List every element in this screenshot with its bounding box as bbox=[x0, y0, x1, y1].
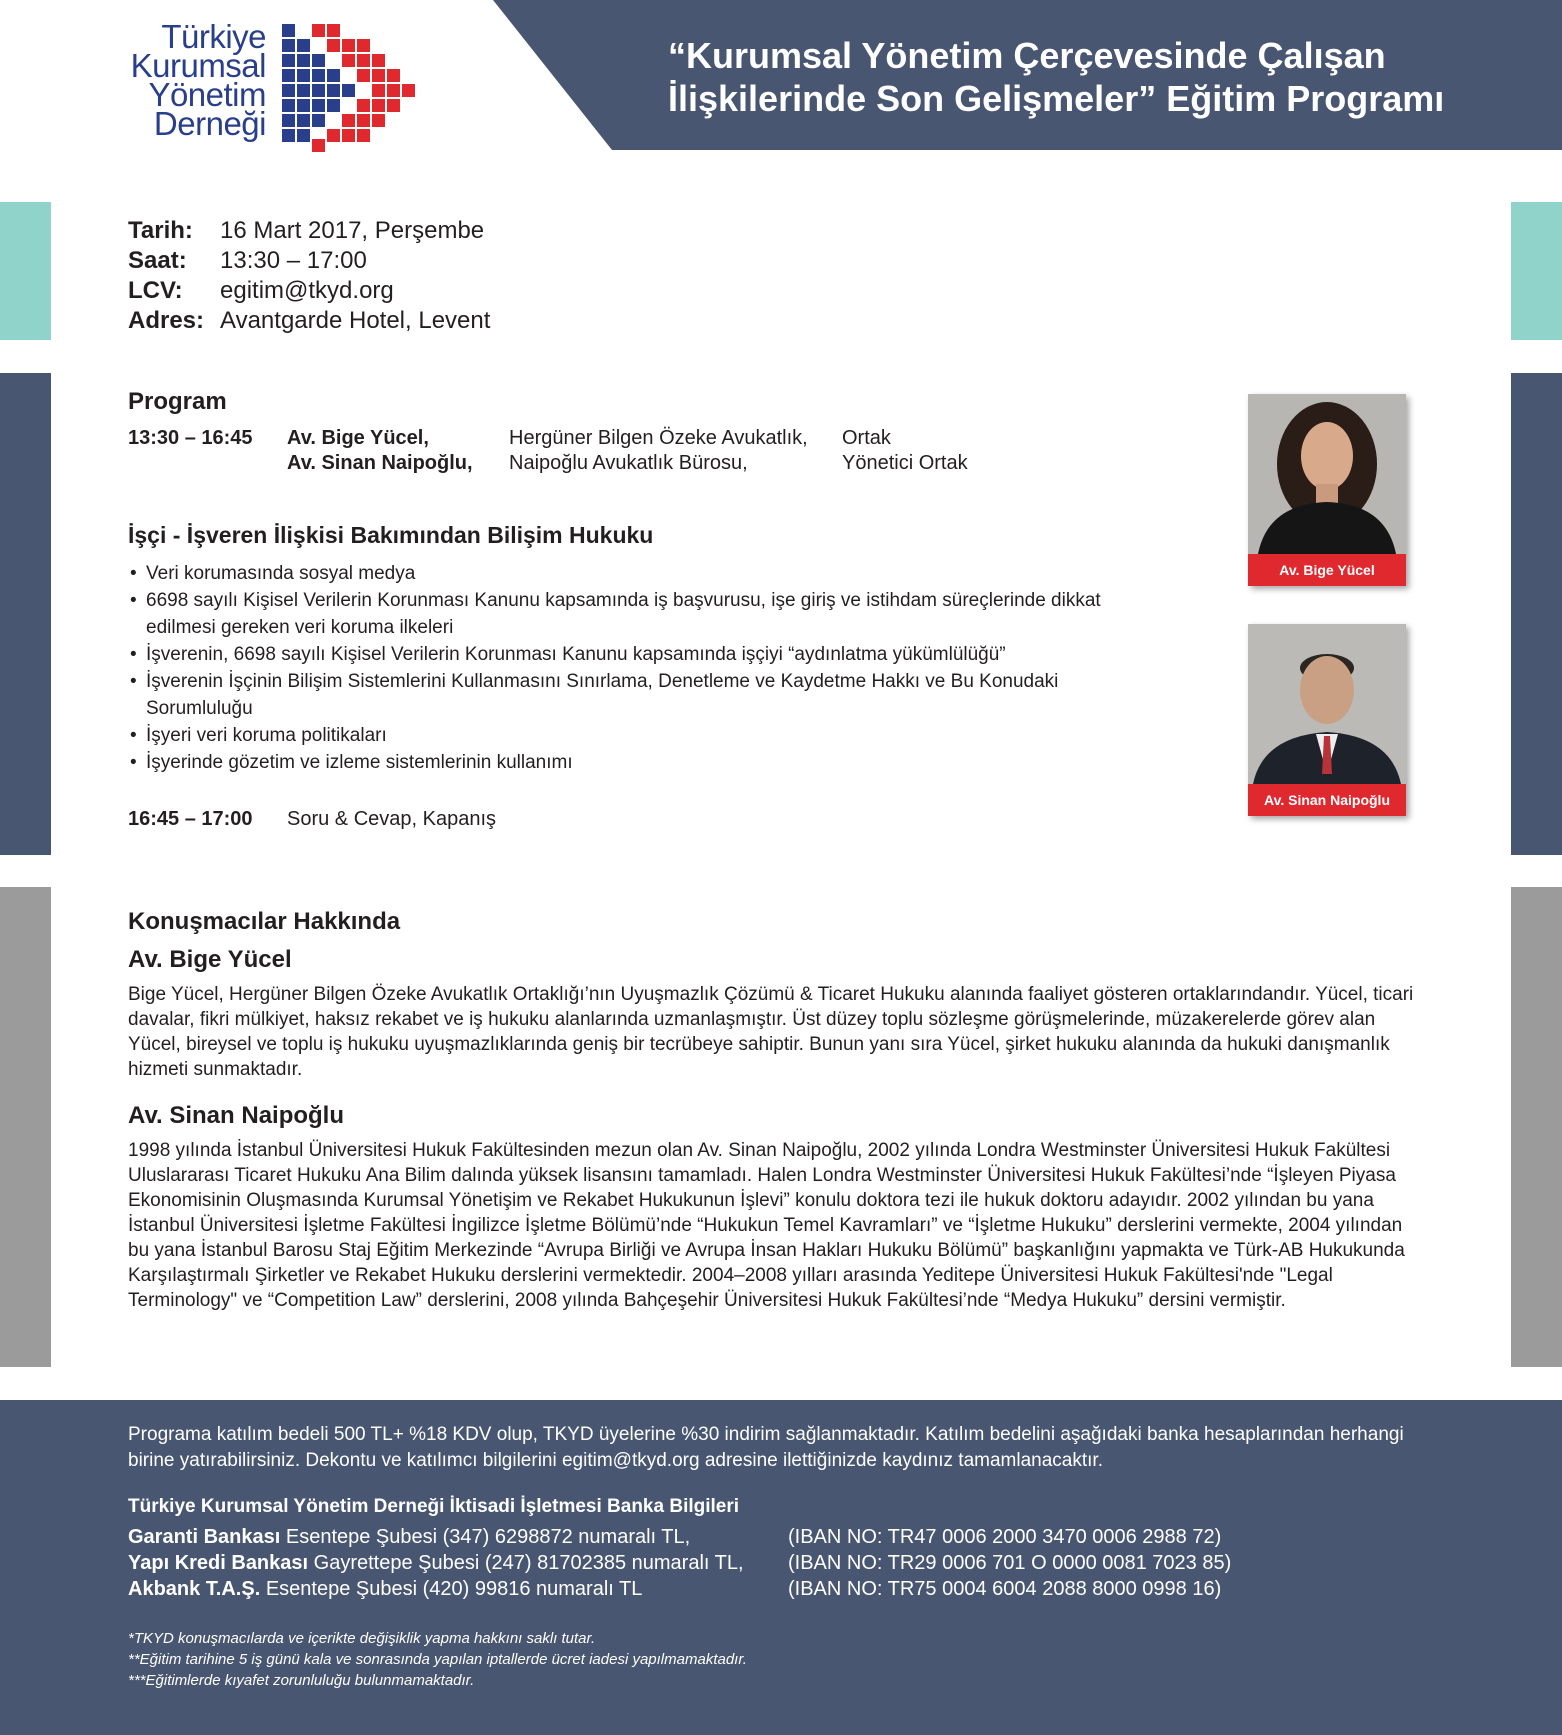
info-label: LCV: bbox=[128, 277, 183, 304]
bank-detail: Esentepe Şubesi (347) 6298872 numaralı TL, bbox=[280, 1526, 691, 1548]
speaker1-photo bbox=[1248, 394, 1406, 554]
right-gray-bar bbox=[1511, 887, 1562, 1367]
speaker2-firm: Naipoğlu Avukatlık Bürosu, bbox=[509, 452, 748, 474]
list-item: • İşverenin İşçinin Bilişim Sistemlerini Kullanmasını Sınırlama, Denetleme ve Kaydetme Hakkı ve Bu Konudaki Sorumluluğu bbox=[128, 668, 1108, 722]
info-label: Adres: bbox=[128, 307, 205, 334]
info-label: Saat: bbox=[128, 247, 187, 274]
footnote: **Eğitim tarihine 5 iş günü kala ve sonrasında yapılan iptallerde ücret iadesi yapılmamaktadır. bbox=[128, 1651, 747, 1668]
logo-line-3: Yönetim bbox=[148, 76, 266, 113]
bio2-name: Av. Sinan Naipoğlu bbox=[128, 1102, 345, 1129]
speaker2-photo bbox=[1248, 624, 1406, 784]
info-time bbox=[128, 246, 490, 276]
header-title bbox=[668, 34, 1528, 120]
about-heading: Konuşmacılar Hakkında bbox=[128, 908, 401, 935]
logo bbox=[126, 20, 416, 150]
session2-time: 16:45 – 17:00 bbox=[128, 808, 253, 830]
bank-iban: (IBAN NO: TR47 0006 2000 3470 0006 2988 72) bbox=[788, 1526, 1222, 1548]
speaker2-name: Av. Sinan Naipoğlu, bbox=[287, 452, 473, 474]
session1-time: 13:30 – 16:45 bbox=[128, 427, 253, 449]
info-label: Tarih: bbox=[128, 217, 193, 244]
bank-heading: Türkiye Kurumsal Yönetim Derneği İktisadi İşletmesi Banka Bilgileri bbox=[128, 1496, 740, 1517]
list-item: • 6698 sayılı Kişisel Verilerin Korunması Kanunu kapsamında iş başvurusu, işe giriş ve istihdam süreçlerinde dikkat edilmesi gereken veri koruma ilkeleri bbox=[128, 587, 1108, 641]
speaker2-photo-card bbox=[1248, 624, 1406, 816]
speaker1-photo-caption: Av. Bige Yücel bbox=[1248, 554, 1406, 586]
topic-bullet-list bbox=[128, 560, 1108, 776]
header-title-line-1: “Kurumsal Yönetim Çerçevesinde Çalışan bbox=[668, 35, 1386, 76]
info-value: 16 Mart 2017, Perşembe bbox=[220, 217, 485, 244]
footnote: *TKYD konuşmacılarda ve içerikte değişiklik yapma hakkını saklı tutar. bbox=[128, 1630, 596, 1647]
bank-row-yapikredi bbox=[128, 1550, 744, 1576]
bank-name: Yapı Kredi Bankası bbox=[128, 1552, 309, 1574]
info-address bbox=[128, 306, 490, 336]
footnote: ***Eğitimlerde kıyafet zorunluluğu bulunmamaktadır. bbox=[128, 1672, 475, 1689]
event-info bbox=[128, 216, 490, 336]
list-item: • İşverenin, 6698 sayılı Kişisel Verilerin Korunması Kanunu kapsamında işçiyi “aydınlatma yükümlülüğü” bbox=[128, 641, 1108, 668]
speaker1-firm: Hergüner Bilgen Özeke Avukatlık, bbox=[509, 427, 808, 449]
list-item: • İşyeri veri koruma politikaları bbox=[128, 722, 1108, 749]
footer bbox=[0, 1400, 1562, 1735]
list-item: • Veri korumasında sosyal medya bbox=[128, 560, 1108, 587]
logo-line-1: Türkiye bbox=[161, 18, 266, 55]
speaker1-photo-card bbox=[1248, 394, 1406, 586]
logo-line-2: Kurumsal bbox=[130, 47, 266, 84]
right-navy-bar bbox=[1511, 373, 1562, 855]
bank-name: Akbank T.A.Ş. bbox=[128, 1578, 261, 1600]
session2-label: Soru & Cevap, Kapanış bbox=[287, 808, 497, 830]
bank-detail: Esentepe Şubesi (420) 99816 numaralı TL bbox=[260, 1578, 643, 1600]
rsvp-email: egitim@tkyd.org bbox=[220, 277, 394, 304]
program-heading: Program bbox=[128, 388, 227, 415]
fee-text: Programa katılım bedeli 500 TL+ %18 KDV olup, TKYD üyelerine %30 indirim sağlanmaktadır. Katılım bedelini aşağıdaki banka hesaplarından herhangi birine yatırabilirsiniz. Dekontu ve katılımcı bilgilerini egitim@tkyd.org adresine ilettiğinizde kaydınız tamamlanacaktır. bbox=[128, 1424, 1404, 1471]
topic-title: İşçi - İşveren İlişkisi Bakımından Bilişim Hukuku bbox=[128, 522, 654, 548]
list-item: • İşyerinde gözetim ve izleme sistemlerinin kullanımı bbox=[128, 749, 1108, 776]
footnotes bbox=[128, 1628, 747, 1691]
logo-line-4: Derneği bbox=[153, 105, 266, 142]
speaker1-role: Ortak bbox=[842, 427, 891, 449]
speaker2-photo-caption: Av. Sinan Naipoğlu bbox=[1248, 784, 1406, 816]
bio1-name: Av. Bige Yücel bbox=[128, 946, 292, 973]
info-rsvp bbox=[128, 276, 490, 306]
left-gray-bar bbox=[0, 887, 51, 1367]
speaker2-role: Yönetici Ortak bbox=[842, 452, 968, 474]
info-value: 13:30 – 17:00 bbox=[220, 247, 367, 274]
info-date bbox=[128, 216, 490, 246]
info-value: Avantgarde Hotel, Levent bbox=[220, 307, 491, 334]
right-teal-bar bbox=[1511, 202, 1562, 340]
logo-mosaic-icon bbox=[282, 24, 418, 152]
bank-iban: (IBAN NO: TR75 0004 6004 2088 8000 0998 16) bbox=[788, 1578, 1222, 1600]
header-title-line-2: İlişkilerinde Son Gelişmeler” Eğitim Programı bbox=[668, 78, 1445, 119]
bank-detail: Gayrettepe Şubesi (247) 81702385 numaralı TL, bbox=[308, 1552, 744, 1574]
bank-iban: (IBAN NO: TR29 0006 701 O 0000 0081 7023 85) bbox=[788, 1552, 1232, 1574]
speaker1-name: Av. Bige Yücel, bbox=[287, 427, 429, 449]
bank-row-akbank bbox=[128, 1576, 642, 1602]
left-teal-bar bbox=[0, 202, 51, 340]
bio1-text: Bige Yücel, Hergüner Bilgen Özeke Avukatlık Ortaklığı’nın Uyuşmazlık Çözümü & Ticaret Hukuku alanında faaliyet gösteren ortaklarındandır. Yücel, ticari davalar, fikri mülkiyet, haksız rekabet ve iş hukuku alanlarında uzmanlaşmıştır. Üst düzey toplu sözleşme görüşmelerinde, müzakerelerde görev alan Yücel, bireysel ve toplu iş hukuku uyuşmazlıklarında geniş bir tecrübeye sahiptir. Bunun yanı sıra Yücel, şirket hukuku alanında da hukuki danışmanlık hizmeti sunmaktadır. bbox=[128, 984, 1414, 1080]
bio2-text: 1998 yılında İstanbul Üniversitesi Hukuk Fakültesinden mezun olan Av. Sinan Naipoğlu, 2002 yılında Londra Westminster Üniversitesi Hukuk Fakültesi Uluslararası Ticaret Hukuku Ana Bilim dalında yüksek lisansını tamamladı. Halen Londra Westminster Üniversitesi Hukuk Fakültesi’nde “İşleyen Piyasa Ekonomisinin Oluşmasında Kurumsal Yönetişim ve Rekabet Hukukunun İşlevi” konulu doktora tezi ile hukuk doktoru adayıdır. 2002 yılından bu yana İstanbul Üniversitesi İşletme Fakültesi İngilizce İşletme Bölümü’nde “Hukukun Temel Kavramları” ve “İşletme Hukuku” derslerini vermekte, 2004 yılından bu yana İstanbul Barosu Staj Eğitim Merkezinde “Avrupa Birliği ve Avrupa İnsan Hakları Hukuku Bölümü” başkanlığını yapmakta ve Türk-AB Hukukunda Karşılaştırmalı Şirketler ve Rekabet Hukuku derslerini vermektedir. 2004–2008 yılları arasında Yeditepe Üniversitesi Hukuk Fakültesi'nde "Legal Terminology" ve “Competition Law” derslerini, 2008 yılında Bahçeşehir Üniversitesi Hukuk Fakültesi’nde “Medya Hukuku” dersini vermiştir. bbox=[128, 1140, 1405, 1311]
bank-row-garanti bbox=[128, 1524, 690, 1550]
bank-name: Garanti Bankası bbox=[128, 1526, 281, 1548]
left-navy-bar bbox=[0, 373, 51, 855]
